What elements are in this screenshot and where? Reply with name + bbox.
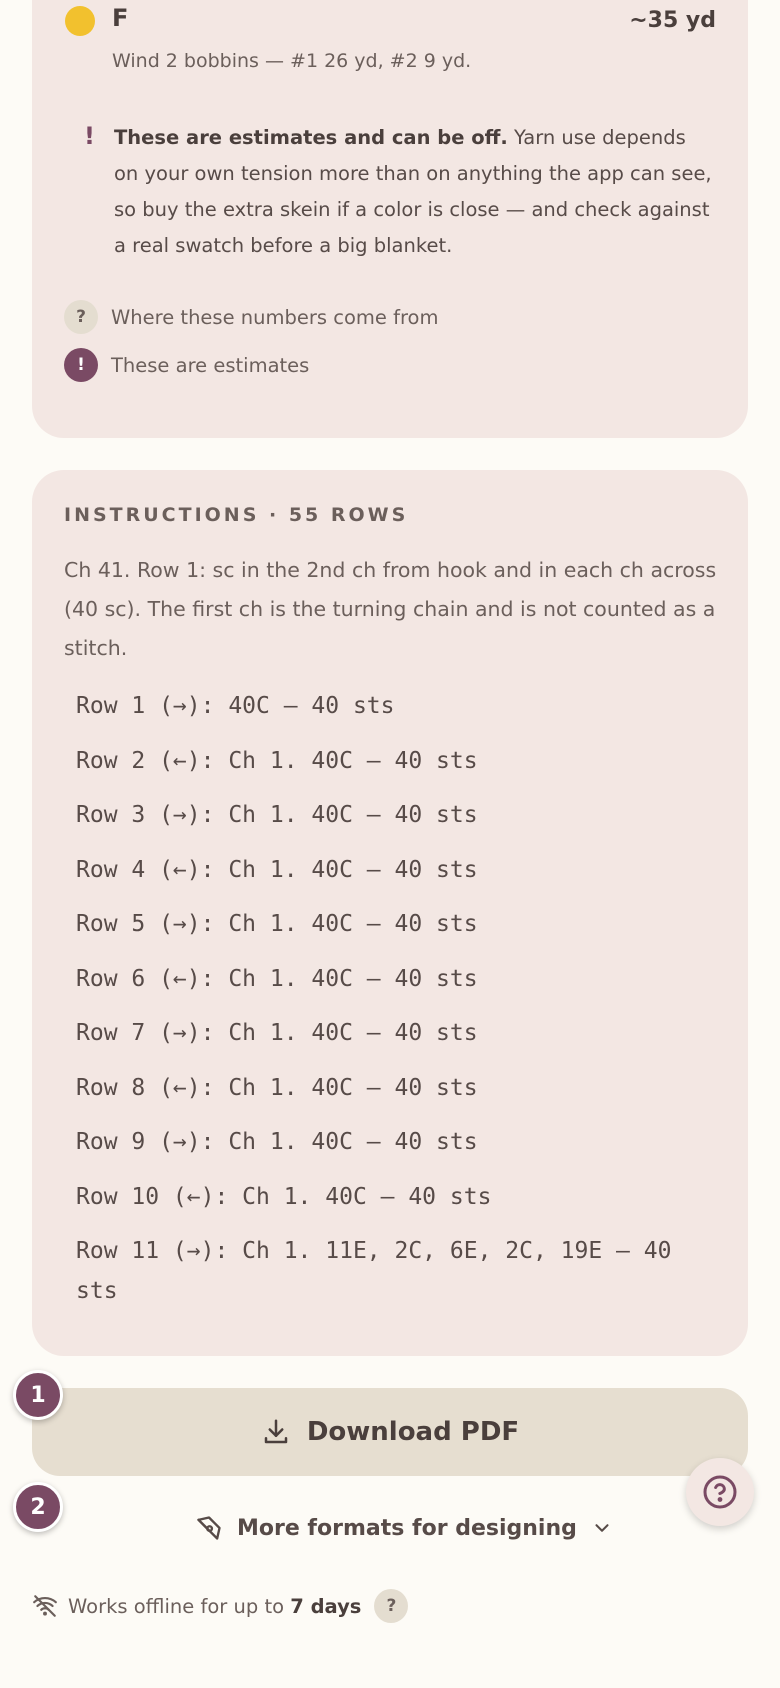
instructions-heading: INSTRUCTIONS · 55 ROWS	[64, 504, 409, 526]
download-icon	[261, 1417, 291, 1447]
instruction-row: Row 6 (←): Ch 1. 40C — 40 sts	[76, 965, 478, 992]
instructions-intro: Ch 41. Row 1: sc in the 2nd ch from hook and in each ch across (40 sc). The first ch is the turning chain and is not counted as a stitch.	[64, 558, 717, 660]
more-formats-toggle[interactable]	[195, 1514, 613, 1542]
instruction-row: Row 9 (→): Ch 1. 40C — 40 sts	[76, 1129, 478, 1155]
offline-text	[68, 1595, 361, 1618]
step-badge-2: 2	[13, 1482, 63, 1532]
instruction-row: Row 1 (→): 40C — 40 sts	[76, 693, 395, 719]
numbers-source-label: Where these numbers come from	[111, 305, 439, 329]
yarn-estimates-card	[32, 0, 748, 438]
download-pdf-button[interactable]	[32, 1388, 748, 1476]
bobbin-note: Wind 2 bobbins — #1 26 yd, #2 9 yd.	[112, 50, 472, 72]
download-pdf-label: Download PDF	[306, 1417, 520, 1447]
offline-prefix: Works offline for up to	[68, 1594, 291, 1618]
more-formats-label: More formats for designing	[237, 1515, 577, 1541]
numbers-source-link[interactable]	[64, 300, 438, 334]
instruction-row: Row 2 (←): Ch 1. 40C — 40 sts	[76, 747, 478, 774]
instruction-row: Row 3 (→): Ch 1. 40C — 40 sts	[76, 802, 478, 828]
estimate-warning-bold: These are estimates and can be off.	[114, 126, 508, 149]
row-list	[76, 686, 716, 1326]
instruction-row: Row 4 (←): Ch 1. 40C — 40 sts	[76, 856, 478, 883]
chevron-down-icon	[591, 1517, 613, 1539]
offline-note	[32, 1589, 408, 1623]
instruction-row: Row 5 (→): Ch 1. 40C — 40 sts	[76, 911, 478, 937]
estimate-warning	[114, 120, 714, 264]
instruction-row: Row 11 (→): Ch 1. 11E, 2C, 6E, 2C, 19E — 40 sts	[76, 1238, 686, 1304]
exclamation-icon: !	[64, 348, 98, 382]
warning-mark-icon: !	[84, 122, 95, 150]
help-circle-icon	[702, 1474, 738, 1510]
instruction-row: Row 7 (→): Ch 1. 40C — 40 sts	[76, 1020, 478, 1046]
wifi-off-icon	[32, 1593, 58, 1619]
estimate-warning-text: Yarn use depends on your own tension more than on anything the app can see, so buy the extra skein if a color is close — and check against a real swatch before a big blanket.	[114, 126, 712, 257]
help-button[interactable]	[686, 1458, 754, 1526]
offline-help-icon[interactable]: ?	[374, 1589, 408, 1623]
pen-tool-icon	[195, 1514, 223, 1542]
instruction-row: Row 10 (←): Ch 1. 40C — 40 sts	[76, 1183, 492, 1210]
step-badge-1: 1	[13, 1370, 63, 1420]
instruction-row: Row 8 (←): Ch 1. 40C — 40 sts	[76, 1074, 478, 1101]
color-swatch-f	[65, 6, 95, 36]
color-yardage: ~35 yd	[629, 8, 716, 33]
estimates-info-label: These are estimates	[111, 353, 310, 377]
instructions-card	[32, 470, 748, 1356]
question-icon: ?	[64, 300, 98, 334]
color-letter: F	[112, 4, 129, 32]
estimates-info-link[interactable]	[64, 348, 309, 382]
offline-days: 7 days	[290, 1594, 362, 1618]
